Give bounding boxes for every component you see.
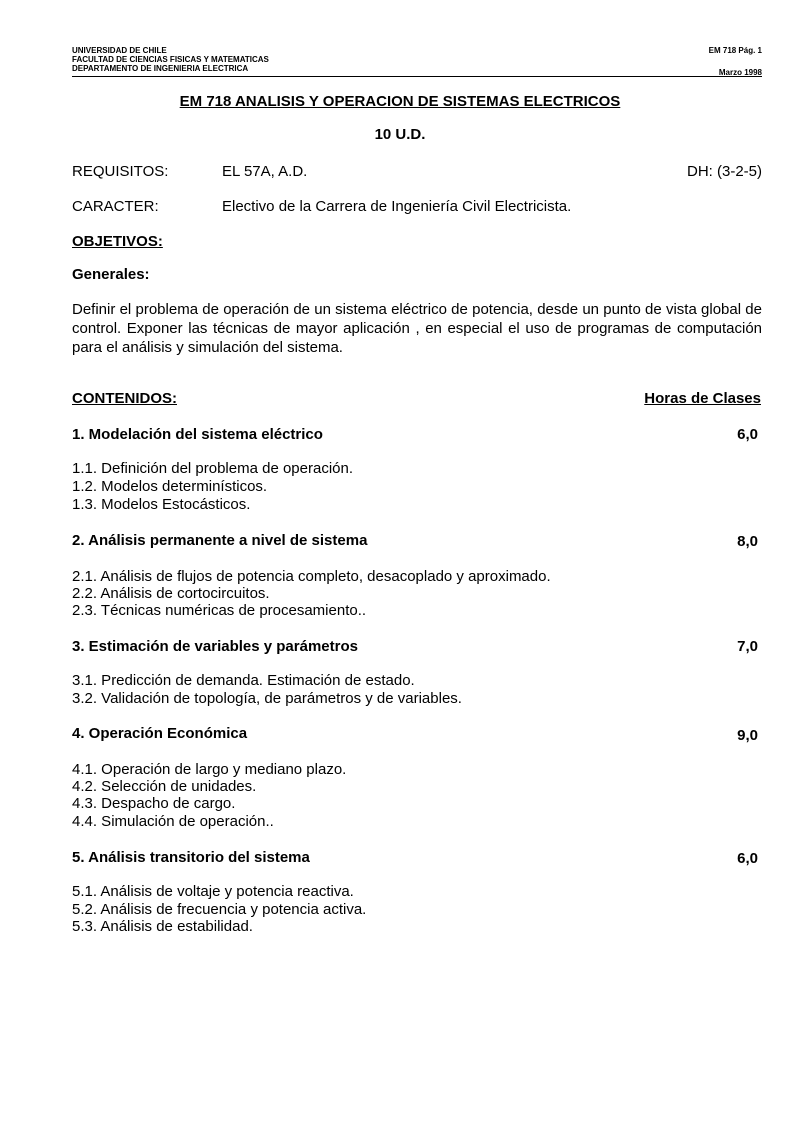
section-2-item: 2.2. Análisis de cortocircuitos.	[72, 585, 270, 602]
section-5-hours: 6,0	[737, 850, 758, 867]
objetivos-heading: OBJETIVOS:	[72, 233, 163, 250]
section-1-hours: 6,0	[737, 426, 758, 443]
section-4-item: 4.2. Selección de unidades.	[72, 778, 257, 795]
faculty-name: FACULTAD DE CIENCIAS FISICAS Y MATEMATICAS	[72, 55, 269, 64]
requisitos-value: EL 57A, A.D.	[222, 163, 308, 180]
section-1-item: 1.2. Modelos determinísticos.	[72, 478, 268, 495]
caracter-value: Electivo de la Carrera de Ingeniería Civil Electricista.	[222, 198, 572, 215]
section-3-hours: 7,0	[737, 638, 758, 655]
section-5-item: 5.2. Análisis de frecuencia y potencia activa.	[72, 901, 367, 918]
section-5-item: 5.3. Análisis de estabilidad.	[72, 918, 253, 935]
document-date: Marzo 1998	[718, 68, 762, 77]
section-3-title: 3. Estimación de variables y parámetros	[72, 638, 358, 655]
section-5-item: 5.1. Análisis de voltaje y potencia reactiva.	[72, 883, 354, 900]
section-2-item: 2.1. Análisis de flujos de potencia completo, desacoplado y aproximado.	[72, 568, 551, 585]
section-2-item: 2.3. Técnicas numéricas de procesamiento..	[72, 602, 367, 619]
header-institution	[72, 46, 760, 73]
section-4-title: 4. Operación Económica	[72, 725, 248, 742]
requisitos-label: REQUISITOS:	[72, 163, 169, 180]
header-divider	[72, 76, 762, 77]
section-5-title: 5. Análisis transitorio del sistema	[72, 849, 310, 866]
section-2-hours: 8,0	[737, 533, 758, 550]
section-1-title: 1. Modelación del sistema eléctrico	[72, 426, 323, 443]
section-4-item: 4.1. Operación de largo y mediano plazo.	[72, 761, 347, 778]
hours-heading: Horas de Clases	[644, 390, 761, 407]
university-name: UNIVERSIDAD DE CHILE	[72, 46, 167, 55]
section-4-item: 4.3. Despacho de cargo.	[72, 795, 236, 812]
course-title: EM 718 ANALISIS Y OPERACION DE SISTEMAS ELECTRICOS	[179, 93, 621, 110]
section-1-item: 1.3. Modelos Estocásticos.	[72, 496, 251, 513]
section-1-item: 1.1. Definición del problema de operación.	[72, 460, 354, 477]
section-4-item: 4.4. Simulación de operación..	[72, 813, 274, 830]
contenidos-heading: CONTENIDOS:	[72, 390, 177, 407]
objetivos-text: Definir el problema de operación de un sistema eléctrico de potencia, desde un punto de vista global de control. Exponer las técnicas de mayor aplicación , en especial el uso de programas de computación para el análisis y simulación del sistema.	[72, 301, 762, 356]
dh-value: DH: (3-2-5)	[686, 163, 762, 180]
section-2-title: 2. Análisis permanente a nivel de sistema	[72, 532, 368, 549]
course-units: 10 U.D.	[374, 126, 426, 143]
section-3-item: 3.2. Validación de topología, de parámetros y de variables.	[72, 690, 462, 707]
section-3-item: 3.1. Predicción de demanda. Estimación de estado.	[72, 672, 415, 689]
page-reference: EM 718 Pág. 1	[708, 46, 762, 55]
generales-label: Generales:	[72, 266, 150, 283]
section-4-hours: 9,0	[737, 727, 758, 744]
department-name: DEPARTAMENTO DE INGENIERIA ELECTRICA	[72, 64, 249, 73]
caracter-label: CARACTER:	[72, 198, 159, 215]
